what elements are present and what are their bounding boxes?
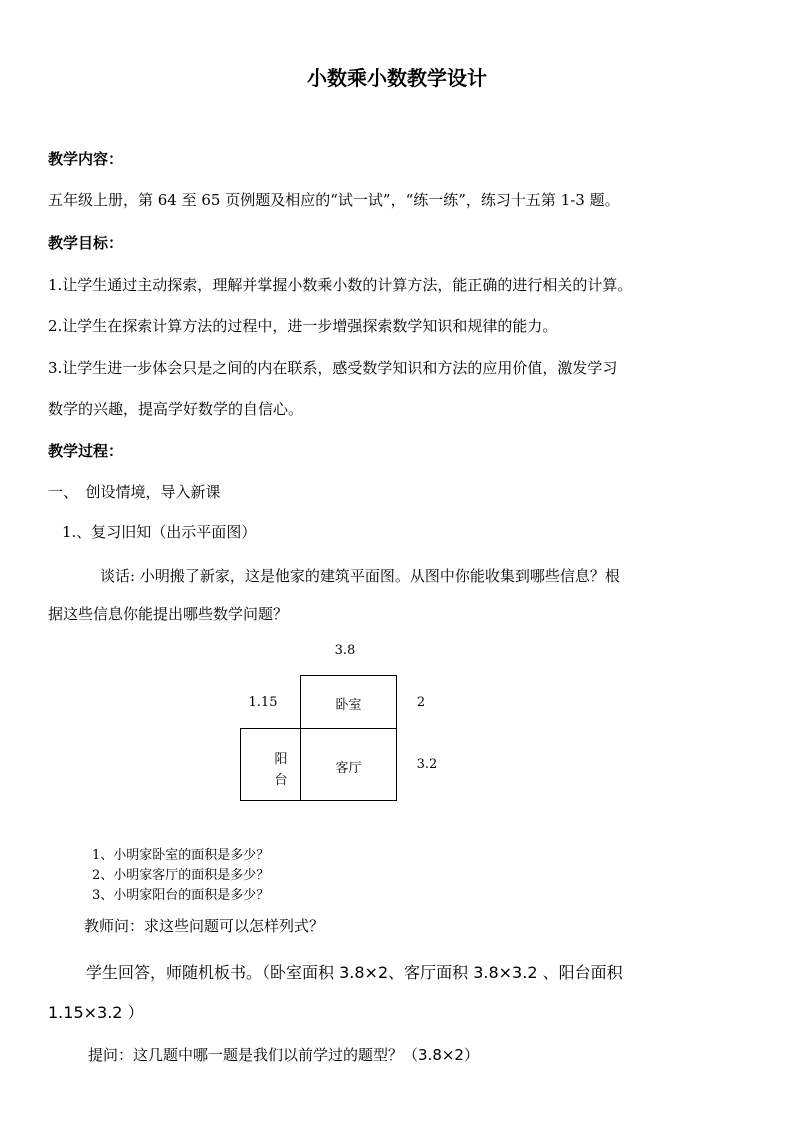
balcony-label-1: 阳 [274,752,288,767]
section-heading: 一、 创设情境，导入新课 [48,483,221,501]
student-answer: 学生回答，师随机板书。（卧室面积 3.8×2、客厅面积 3.8×3.2 、阳台面积 [86,963,623,982]
question-item: 1、小明家卧室的面积是多少？ [92,848,270,863]
talk-line: 据这些信息你能提出哪些数学问题？ [48,605,289,623]
left-length-label: 1.15 [248,695,278,710]
bedroom-label: 卧室 [335,698,362,713]
living-room [300,728,397,801]
question-item: 3、小明家阳台的面积是多少？ [92,888,270,903]
talk-line: 谈话: 小明搬了新家，这是他家的建筑平面图。从图中你能收集到哪些信息？根 [100,567,620,585]
balcony-room [240,728,301,801]
student-answer-continued: 1.15×3.2 ） [48,1003,144,1022]
goal-item: 2.让学生在探索计算方法的过程中，进一步增强探索数学知识和规律的能力。 [48,317,558,335]
goal-item: 3.让学生进一步体会只是之间的内在联系，感受数学知识和方法的应用价值，激发学习 [48,359,618,377]
top-length-label: 3.8 [334,643,356,658]
sub-heading: 1.、复习旧知（出示平面图） [62,523,257,541]
content-text: 五年级上册，第 64 至 65 页例题及相应的“试一试”，“练一练”，练习十五第 1-3 题。 [48,191,620,209]
living-room-label: 客厅 [335,761,362,776]
goal-item-continued: 数学的兴趣，提高学好数学的自信心。 [48,400,304,418]
process-heading: 教学过程： [48,442,124,460]
balcony-label-2: 台 [274,773,288,788]
goal-item: 1.让学生通过主动探索，理解并掌握小数乘小数的计算方法，能正确的进行相关的计算。 [48,276,633,294]
right-top-length-label: 2 [416,695,426,710]
teacher-question: 教师问：求这些问题可以怎样列式？ [84,917,325,935]
content-heading: 教学内容： [48,150,124,168]
prompt-question: 提问：这几题中哪一题是我们以前学过的题型？（3.8×2） [88,1046,479,1064]
right-bottom-length-label: 3.2 [416,757,438,772]
bedroom-room [300,675,397,729]
goals-heading: 教学目标： [48,234,124,252]
page-title: 小数乘小数教学设计 [307,66,487,90]
question-item: 2、小明家客厅的面积是多少？ [92,868,270,883]
